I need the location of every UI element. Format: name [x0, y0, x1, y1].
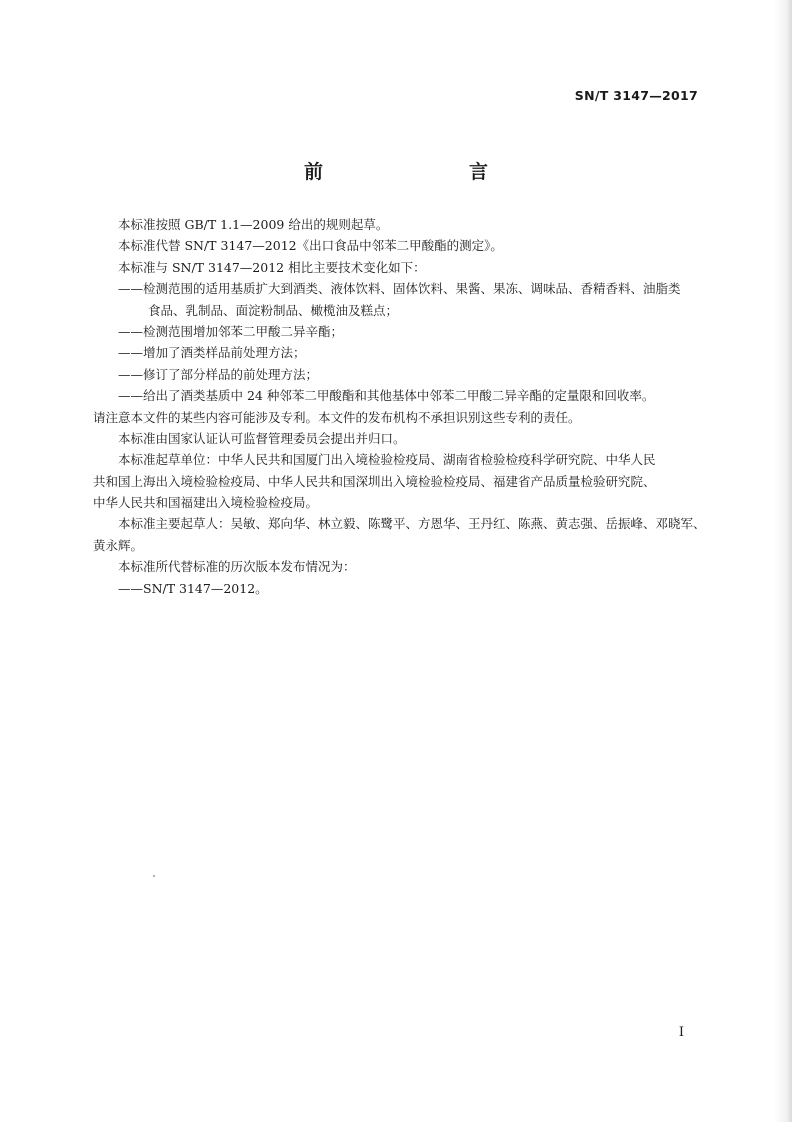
list-item-line: ——SN/T 3147—2012。: [118, 580, 268, 596]
paragraph-line: 本标准由国家认证认可监督管理委员会提出并归口。: [118, 430, 406, 446]
paragraph-line: 本标准与 SN/T 3147—2012 相比主要技术变化如下：: [118, 259, 426, 275]
paragraph-continuation: 黄永辉。: [93, 537, 144, 553]
list-item-line: ——检测范围增加邻苯二甲酸二异辛酯；: [118, 323, 344, 339]
paragraph-line: 本标准主要起草人：吴敏、郑向华、林立毅、陈鹭平、方恩华、王丹红、陈燕、黄志强、岳振峰、邓晓军、: [118, 516, 706, 532]
paragraph-continuation: 共和国上海出入境检验检疫局、中华人民共和国深圳出入境检验检疫局、福建省产品质量检验研究院、: [93, 473, 656, 489]
paragraph-line: 本标准所代替标准的历次版本发布情况为：: [118, 559, 356, 575]
page-title: 前 言: [303, 161, 524, 183]
paragraph-line: 请注意本文件的某些内容可能涉及专利。本文件的发布机构不承担识别这些专利的责任。: [93, 409, 581, 425]
paragraph-line: 本标准代替 SN/T 3147—2012《出口食品中邻苯二甲酸酯的测定》。: [118, 238, 503, 254]
paragraph-line: 本标准按照 GB/T 1.1—2009 给出的规则起草。: [118, 217, 389, 232]
list-item-continuation: 食品、乳制品、面淀粉制品、橄榄油及糕点；: [148, 302, 399, 318]
list-item-line: ——检测范围的适用基质扩大到酒类、液体饮料、固体饮料、果酱、果冻、调味品、香精香料、油脂类: [118, 281, 681, 297]
list-item-line: ——增加了酒类样品前处理方法；: [118, 345, 306, 361]
standard-code: SN/T 3147—2017: [574, 88, 698, 103]
foreword-body: [93, 214, 706, 599]
paragraph-line: 本标准起草单位：中华人民共和国厦门出入境检验检疫局、湖南省检验检疫科学研究院、中华人民: [118, 452, 656, 468]
list-item-line: ——给出了酒类基质中 24 种邻苯二甲酸酯和其他基体中邻苯二甲酸二异辛酯的定量限和回收率。: [118, 388, 655, 404]
page-number: I: [678, 1025, 684, 1040]
scan-speck: [153, 875, 155, 877]
list-item-line: ——修订了部分样品的前处理方法；: [118, 366, 319, 382]
paragraph-continuation: 中华人民共和国福建出入境检验检疫局。: [93, 495, 319, 511]
